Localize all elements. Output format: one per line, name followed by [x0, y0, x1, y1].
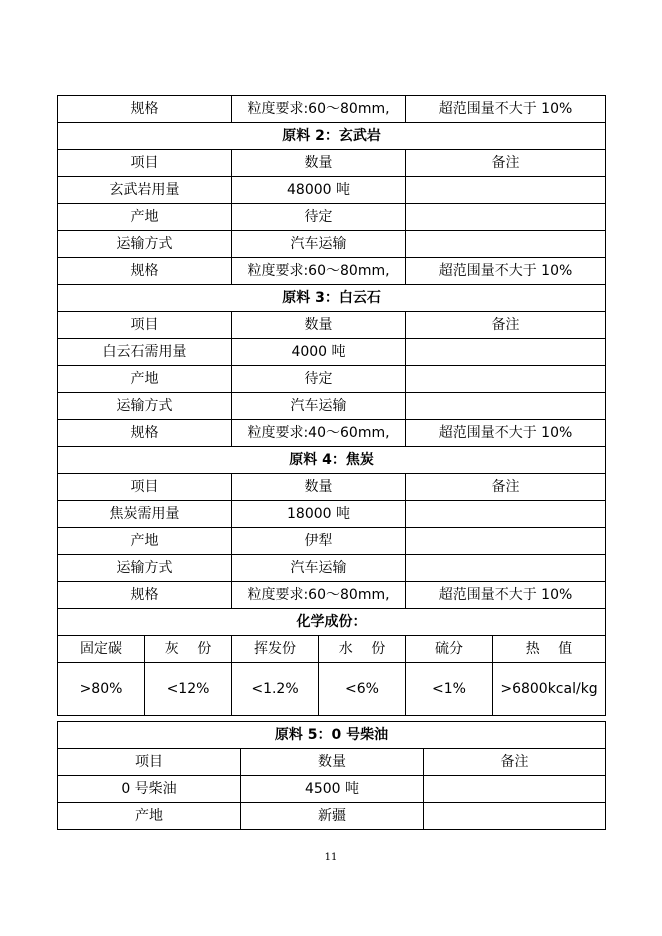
cell-qty: 粒度要求:60～80mm, [232, 258, 406, 285]
diesel-table [57, 721, 606, 830]
table-row [58, 582, 606, 609]
cell-qty: 待定 [232, 204, 406, 231]
spec-label: 规格 [58, 96, 232, 123]
chem-value: <6% [319, 663, 406, 716]
cell-item: 产地 [58, 366, 232, 393]
material5-title-row [58, 722, 606, 749]
material-title-row [58, 285, 606, 312]
cell-note [406, 555, 606, 582]
col-header-note: 备注 [406, 150, 606, 177]
material-title: 原料 3：白云石 [58, 285, 606, 312]
page-number: 11 [324, 852, 338, 863]
chemistry-title-row [58, 609, 606, 636]
cell-note [406, 366, 606, 393]
chem-header: 热 值 [493, 636, 606, 663]
cell-item: 玄武岩用量 [58, 177, 232, 204]
cell-note [406, 393, 606, 420]
col-header-note: 备注 [406, 474, 606, 501]
chem-value: <1% [406, 663, 493, 716]
table-row [58, 177, 606, 204]
table-row [58, 803, 606, 830]
cell-note [424, 803, 606, 830]
cell-item: 焦炭需用量 [58, 501, 232, 528]
spec-note: 超范围量不大于 10% [406, 96, 606, 123]
col-header-qty: 数量 [232, 474, 406, 501]
cell-qty: 伊犁 [232, 528, 406, 555]
table-row [58, 204, 606, 231]
cell-qty: 汽车运输 [232, 231, 406, 258]
chem-value: <1.2% [232, 663, 319, 716]
chem-header: 挥发份 [232, 636, 319, 663]
col-header-qty: 数量 [232, 312, 406, 339]
table-row [58, 231, 606, 258]
material5-title: 原料 5：0 号柴油 [58, 722, 606, 749]
chemistry-value-row [58, 663, 606, 716]
cell-qty: 18000 吨 [232, 501, 406, 528]
cell-item: 产地 [58, 528, 232, 555]
cell-item: 规格 [58, 258, 232, 285]
cell-item: 产地 [58, 204, 232, 231]
chem-header: 水 份 [319, 636, 406, 663]
table-row [58, 393, 606, 420]
cell-note: 超范围量不大于 10% [406, 582, 606, 609]
cell-item: 规格 [58, 420, 232, 447]
cell-qty: 4000 吨 [232, 339, 406, 366]
cell-note: 超范围量不大于 10% [406, 258, 606, 285]
material-title: 原料 4：焦炭 [58, 447, 606, 474]
cell-note [406, 501, 606, 528]
cell-qty: 汽车运输 [232, 555, 406, 582]
table-row [58, 555, 606, 582]
col-header-note: 备注 [424, 749, 606, 776]
chem-header: 灰 份 [145, 636, 232, 663]
table-row [58, 366, 606, 393]
cell-item: 0 号柴油 [58, 776, 241, 803]
cell-item: 运输方式 [58, 231, 232, 258]
spec-value: 粒度要求:60～80mm, [232, 96, 406, 123]
cell-item: 运输方式 [58, 393, 232, 420]
col-header-qty: 数量 [241, 749, 424, 776]
material-header-row [58, 312, 606, 339]
chem-value: >80% [58, 663, 145, 716]
table-row [58, 501, 606, 528]
chemistry-title: 化学成份： [58, 609, 606, 636]
cell-item: 产地 [58, 803, 241, 830]
material-title-row [58, 123, 606, 150]
col-header-item: 项目 [58, 150, 232, 177]
material-title-row [58, 447, 606, 474]
cell-qty: 新疆 [241, 803, 424, 830]
material-header-row [58, 474, 606, 501]
cell-item: 规格 [58, 582, 232, 609]
col-header-item: 项目 [58, 749, 241, 776]
cell-note [406, 204, 606, 231]
material-header-row [58, 150, 606, 177]
col-header-item: 项目 [58, 312, 232, 339]
table-row [58, 528, 606, 555]
chemistry-header-row [58, 636, 606, 663]
col-header-qty: 数量 [232, 150, 406, 177]
table-row [58, 776, 606, 803]
col-header-item: 项目 [58, 474, 232, 501]
table-row [58, 420, 606, 447]
cell-note: 超范围量不大于 10% [406, 420, 606, 447]
cell-note [406, 231, 606, 258]
cell-note [406, 177, 606, 204]
cell-qty: 待定 [232, 366, 406, 393]
cell-note [406, 339, 606, 366]
cell-qty: 粒度要求:60～80mm, [232, 582, 406, 609]
cell-qty: 48000 吨 [232, 177, 406, 204]
cell-note [424, 776, 606, 803]
cell-qty: 4500 吨 [241, 776, 424, 803]
material5-header-row [58, 749, 606, 776]
cell-qty: 粒度要求:40～60mm, [232, 420, 406, 447]
cell-item: 运输方式 [58, 555, 232, 582]
cell-note [406, 528, 606, 555]
col-header-note: 备注 [406, 312, 606, 339]
chem-value: >6800kcal/kg [493, 663, 606, 716]
chem-header: 固定碳 [58, 636, 145, 663]
cell-item: 白云石需用量 [58, 339, 232, 366]
table-row [58, 339, 606, 366]
spec-row-top [58, 96, 606, 123]
chem-value: <12% [145, 663, 232, 716]
chem-header: 硫分 [406, 636, 493, 663]
materials-table [57, 95, 606, 716]
cell-qty: 汽车运输 [232, 393, 406, 420]
table-row [58, 258, 606, 285]
material-title: 原料 2：玄武岩 [58, 123, 606, 150]
